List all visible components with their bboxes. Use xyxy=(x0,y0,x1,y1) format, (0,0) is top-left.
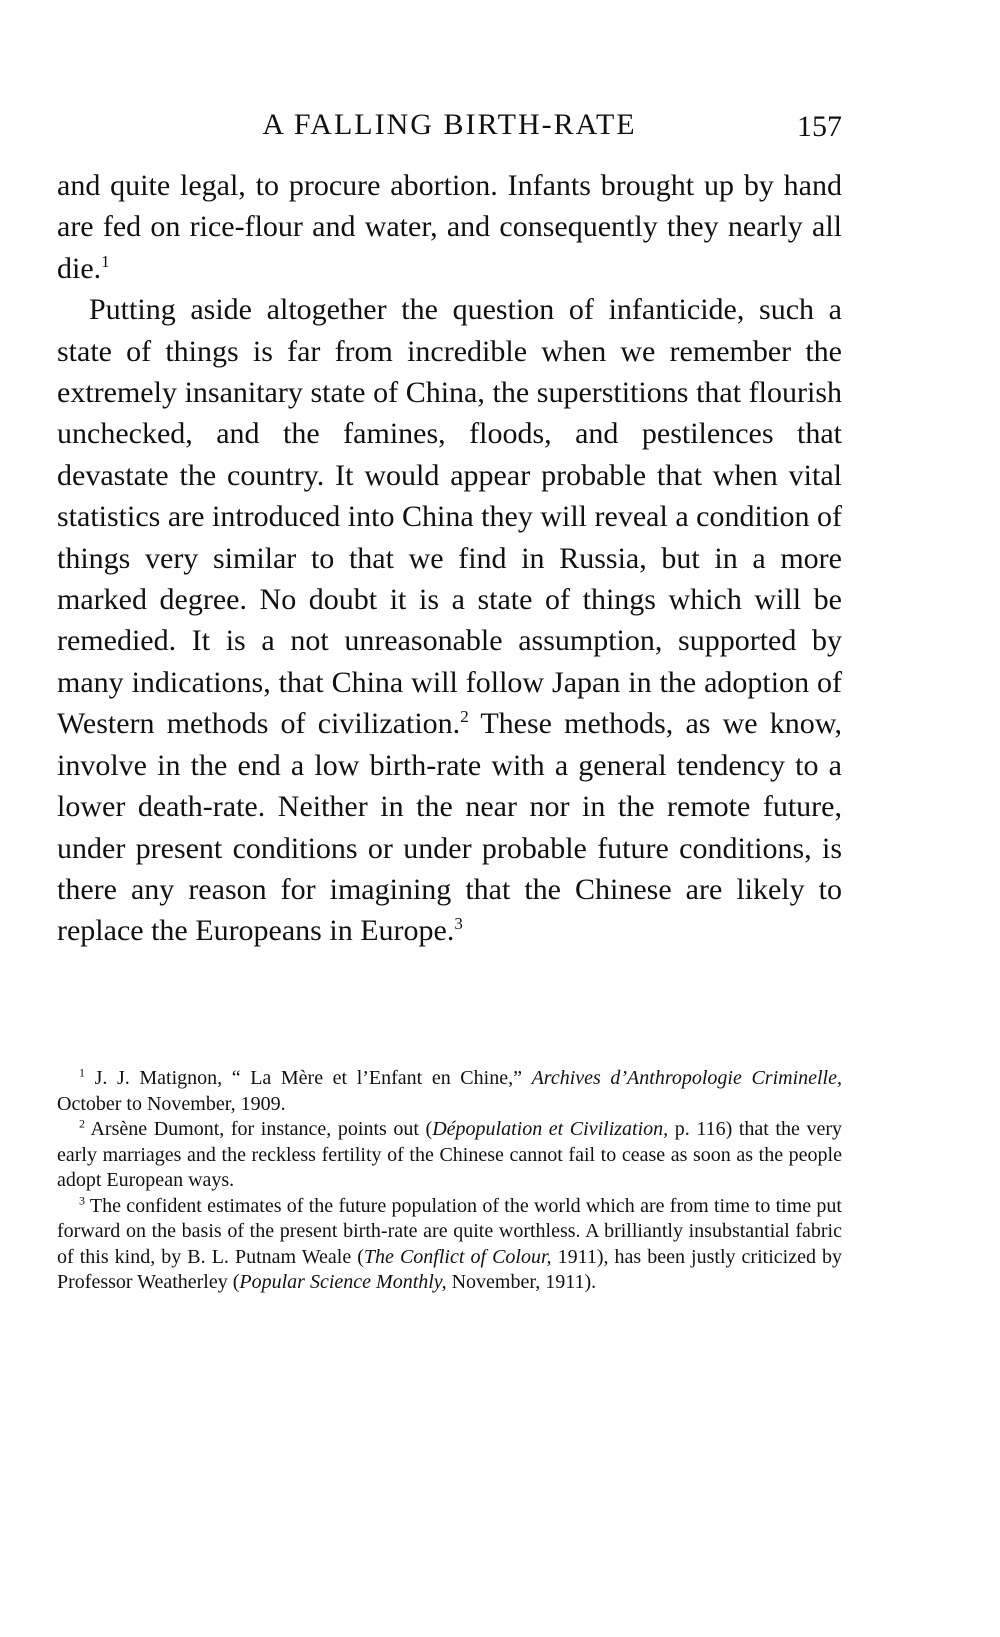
footnote-ref-3: 3 xyxy=(454,914,463,934)
main-text xyxy=(57,165,842,952)
paragraph-2 xyxy=(57,289,842,952)
paragraph-2-text-b: These methods, as we know, involve in the end a low birth-rate with a general tendency to a lower death-rate. Neither in the near nor in the remote future, under present conditions or under probable future conditions, is there any reason for imagining that the Chinese are likely to replace the Europeans in Europe. xyxy=(57,707,843,948)
footnote-2-italic-a: Dépopulation et Civilization, xyxy=(432,1118,669,1140)
page-number: 157 xyxy=(797,110,842,143)
footnote-3-italic-b: Popular Science Monthly, xyxy=(239,1271,447,1293)
footnote-ref-2: 2 xyxy=(460,707,469,727)
footnote-3-marker: 3 xyxy=(79,1192,85,1207)
running-title: A FALLING BIRTH-RATE xyxy=(262,108,637,141)
footnote-3 xyxy=(57,1194,842,1296)
footnote-2 xyxy=(57,1117,842,1194)
footnote-1 xyxy=(57,1066,842,1117)
footnote-2-marker: 2 xyxy=(79,1116,85,1131)
paragraph-1-text: and quite legal, to procure abortion. Infants brought up by hand are fed on rice-flour and water, and consequently they nearly all die. xyxy=(57,169,842,285)
footnote-1-text-b: October to November, 1909. xyxy=(57,1092,286,1115)
footnote-3-text-a: The confident estimates of the future population of the world which are from time to time put forward on the basis of the present birth-rate are quite worthless. A brilliantly insubstantial fabric of this kind, by B. L. Putnam Weale ( xyxy=(57,1194,842,1268)
footnote-3-italic-a: The Conflict of Colour, xyxy=(363,1245,552,1268)
paragraph-1 xyxy=(57,165,842,289)
footnote-1-marker: 1 xyxy=(79,1065,85,1080)
paragraph-2-text-a: Putting aside altogether the question of infanticide, such a state of things is far from incredible when we remember the extremely insanitary state of China, the superstitions that flourish unchecked, and the famines, floods, and pestilences that devastate the country. It would appear probable that when vital statistics are introduced into China they will reveal a condition of things very similar to that we find in Russia, but in a more marked degree. No doubt it is a state of things which will be remedied. It is a not unreasonable assumption, supported by many indications, that China will follow Japan in the adoption of Western methods of civilization. xyxy=(57,293,842,741)
footnotes xyxy=(57,1066,842,1296)
footnote-3-text-c: November, 1911). xyxy=(446,1271,597,1293)
footnote-3-text-b: 1911), has been justly criticized by Professor Weatherley ( xyxy=(57,1245,842,1293)
footnote-2-text-a: Arsène Dumont, for instance, points out ( xyxy=(85,1118,433,1140)
footnote-ref-1: 1 xyxy=(101,251,110,271)
footnote-1-italic-a: Archives d’Anthropologie Criminelle, xyxy=(531,1067,842,1089)
footnote-2-text-b: p. 116) that the very early marriages and the reckless fertility of the Chinese cannot fail to cease as soon as the people adopt European ways. xyxy=(57,1118,842,1191)
footnote-1-text-a: J. J. Matignon, “ La Mère et l’Enfant en Chine,” xyxy=(85,1067,532,1089)
running-head xyxy=(57,108,842,148)
